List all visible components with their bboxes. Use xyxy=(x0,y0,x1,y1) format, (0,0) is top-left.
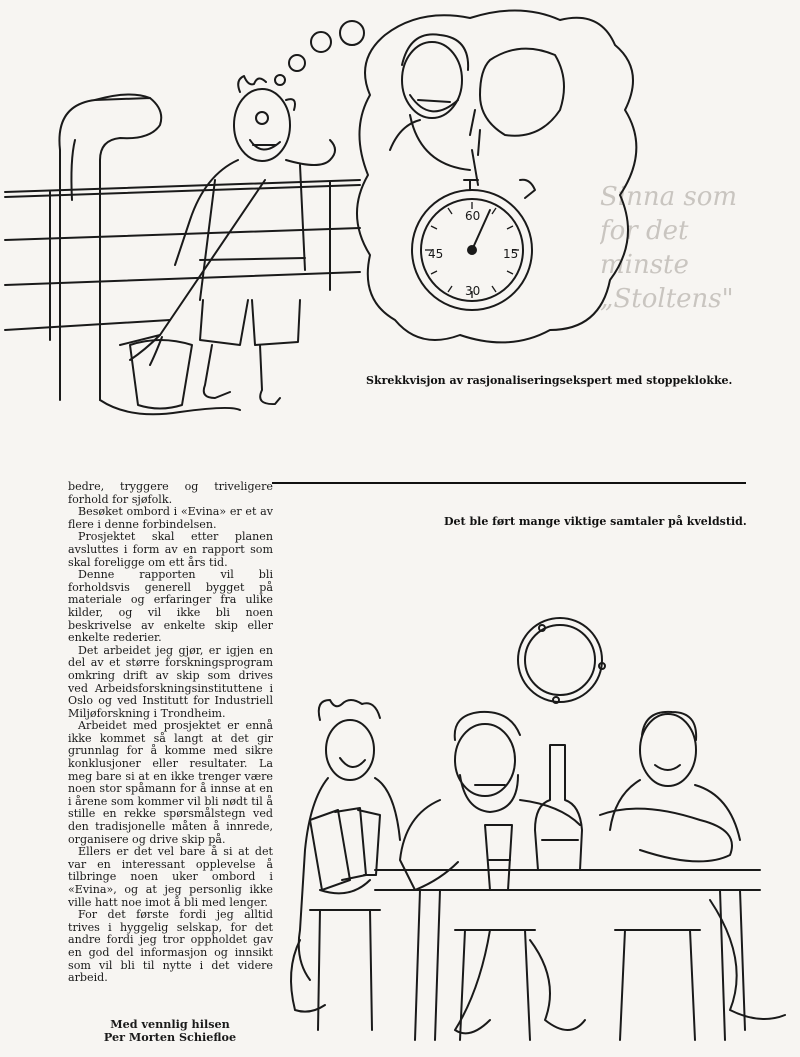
stopwatch-label-30: 30 xyxy=(465,284,481,298)
signoff-greeting: Med vennlig hilsen xyxy=(110,1017,230,1031)
caption-top: Skrekkvisjon av rasjonaliseringsekspert med stoppeklokke. xyxy=(366,374,733,387)
article-paragraph: Det arbeidet jeg gjør, er igjen en del av et større forskningsprogram omkring drift av skip som drives ved Arbeidsforskningsinstituttene i Oslo og ved Institutt for Industriell Miljøforskning i Trondheim. xyxy=(68,643,273,720)
signoff xyxy=(64,1018,276,1044)
article-paragraph: Arbeidet med prosjektet er ennå ikke kommet så langt at det gir grunnlag for å komme med sikre konklusjoner eller resultater. La meg bare si at en ikke trenger være noen stor spåmann for å innse at en i årene som kommer vil bli nødt til å stille en rekke spørsmålstegn ved den tradisjonelle måten å innrede, organisere og drive skip på. xyxy=(68,719,273,846)
stopwatch-label-15: 15 xyxy=(503,247,519,261)
signoff-author: Per Morten Schiefloe xyxy=(103,1030,237,1044)
divider-rule xyxy=(272,482,746,484)
article-paragraph: For det første fordi jeg alltid trives i hyggelig selskap, for det andre fordi jeg tror oppholdet gav en god del informasjon og innsikt som vil bli til nytte i det videre arbeid. xyxy=(68,908,273,985)
article-body xyxy=(68,481,273,985)
article-paragraph: Prosjektet skal etter planen avsluttes i form av en rapport som skal foreligge om ett års tid. xyxy=(68,530,273,569)
caption-middle: Det ble ført mange viktige samtaler på kveldstid. xyxy=(444,515,747,528)
article-paragraph: Denne rapporten vil bli forholdsvis generell bygget på materiale og erfaringer fra ulike kilder, og vil ikke bli noen beskrivelse av enkelte skip eller enkelte rederier. xyxy=(68,568,273,645)
article-paragraph: Ellers er det vel bare å si at det var en interessant opplevelse å tilbringe noen uker ombord i «Evina», og at jeg personlig ikke ville hatt noe imot å bli med lenger. xyxy=(68,845,273,909)
article-paragraph: bedre, tryggere og triveligere forhold for sjøfolk. xyxy=(68,480,273,506)
stopwatch-label-45: 45 xyxy=(428,247,444,261)
bleed-through-text: Sinna som for det minste „Stoltens" xyxy=(600,182,738,314)
sailor-cartoon xyxy=(0,0,800,480)
table-cartoon xyxy=(280,600,800,1057)
stopwatch-label-60: 60 xyxy=(465,209,481,223)
article-paragraph: Besøket ombord i «Evina» er et av flere i denne forbindelsen. xyxy=(68,505,273,531)
